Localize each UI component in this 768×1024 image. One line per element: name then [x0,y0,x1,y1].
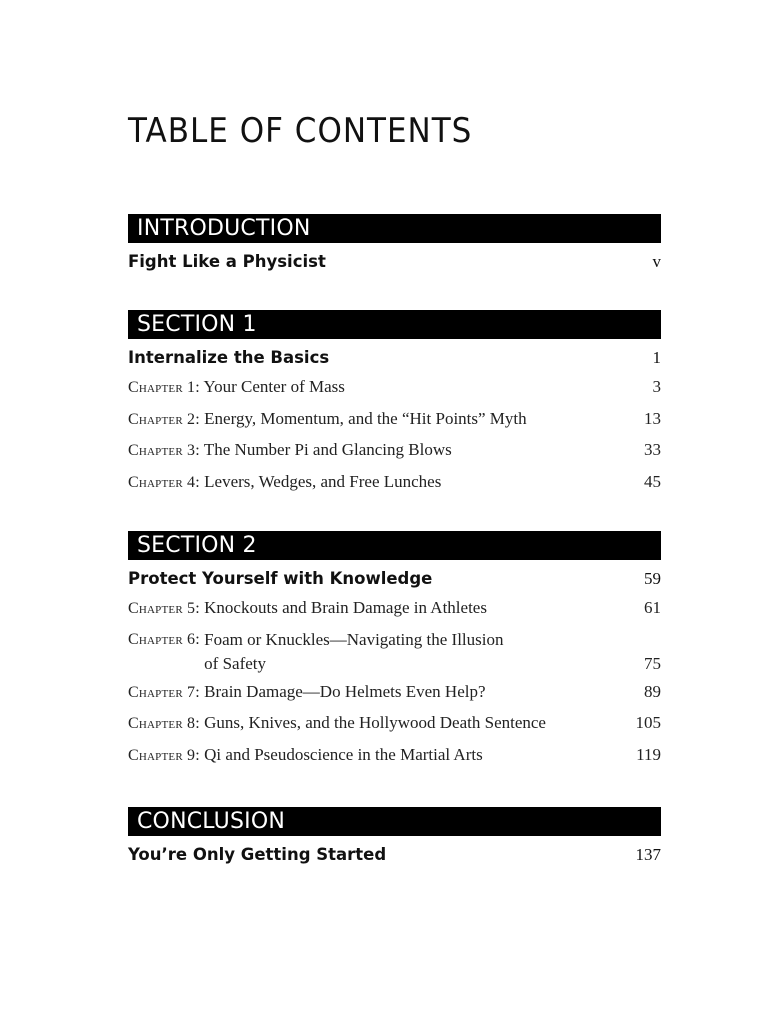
section-heading-introduction: INTRODUCTION [128,214,661,243]
entry-page-number: 61 [644,598,661,617]
entry-page-number: 59 [644,569,661,588]
entry-page-number: v [652,252,661,271]
chapter-title: Levers, Wedges, and Free Lunches [204,471,442,491]
entry-page-number: 75 [644,653,661,673]
entry-page-number: 45 [644,471,661,491]
entry-page-number: 33 [644,440,661,460]
chapter-title: Qi and Pseudoscience in the Martial Arts [204,744,483,764]
chapter-label: Chapter 5: [128,600,200,617]
toc-entry-conclusion[interactable] [128,836,661,868]
chapter-label: Chapter 7: [128,683,200,701]
entry-page-number: 105 [635,713,661,733]
chapter-label: Chapter 6: [128,630,200,648]
page-title: TABLE OF CONTENTS [128,112,473,151]
entry-page-number: 3 [652,377,661,396]
chapter-title: Foam or Knuckles—Navigating the Illusion [204,629,504,649]
entry-page-number: 1 [652,348,661,367]
entry-title: Protect Yourself with Knowledge [128,569,433,588]
chapter-title: Brain Damage—Do Helmets Even Help? [204,681,486,701]
section-heading-2: SECTION 2 [128,531,661,560]
chapter-label: Chapter 8: [128,715,200,733]
toc-entry-chapter-3[interactable] [128,434,661,466]
toc-entry-chapter-8[interactable] [128,707,661,739]
section-heading-1: SECTION 1 [128,310,661,339]
toc-entry-section-2[interactable] [128,560,661,592]
toc-entry-section-1[interactable] [128,339,661,371]
entry-page-number: 119 [636,744,661,764]
entry-title: You’re Only Getting Started [128,845,387,864]
chapter-label: Chapter 1: [128,379,200,396]
chapter-title: Knockouts and Brain Damage in Athletes [204,598,487,617]
section-heading-conclusion: CONCLUSION [128,807,661,836]
toc-entry-chapter-7[interactable] [128,676,661,708]
toc-entry-chapter-6[interactable] [128,624,661,676]
section-2 [128,531,661,770]
toc-entry-chapter-2[interactable] [128,403,661,435]
toc-entry-chapter-1[interactable] [128,371,661,403]
toc-entry-chapter-4[interactable] [128,466,661,498]
chapter-title: The Number Pi and Glancing Blows [203,440,452,460]
toc-entry-chapter-9[interactable] [128,739,661,771]
chapter-title: Guns, Knives, and the Hollywood Death Sentence [204,713,546,733]
chapter-label: Chapter 9: [128,746,200,764]
entry-title: Fight Like a Physicist [128,252,326,271]
chapter-title: Your Center of Mass [203,377,345,396]
conclusion-section [128,807,661,868]
entry-page-number: 137 [635,845,661,864]
toc-entry-introduction[interactable] [128,243,661,275]
chapter-label: Chapter 4: [128,473,200,491]
chapter-label: Chapter 3: [128,442,200,460]
chapter-title-continued: of Safety [204,653,266,673]
entry-title: Internalize the Basics [128,348,330,367]
chapter-label: Chapter 2: [128,410,200,428]
entry-page-number: 89 [644,681,661,701]
introduction-section [128,214,661,275]
toc-entry-chapter-5[interactable] [128,592,661,624]
entry-page-number: 13 [644,408,661,428]
chapter-title: Energy, Momentum, and the “Hit Points” Myth [204,408,527,428]
section-1 [128,310,661,497]
